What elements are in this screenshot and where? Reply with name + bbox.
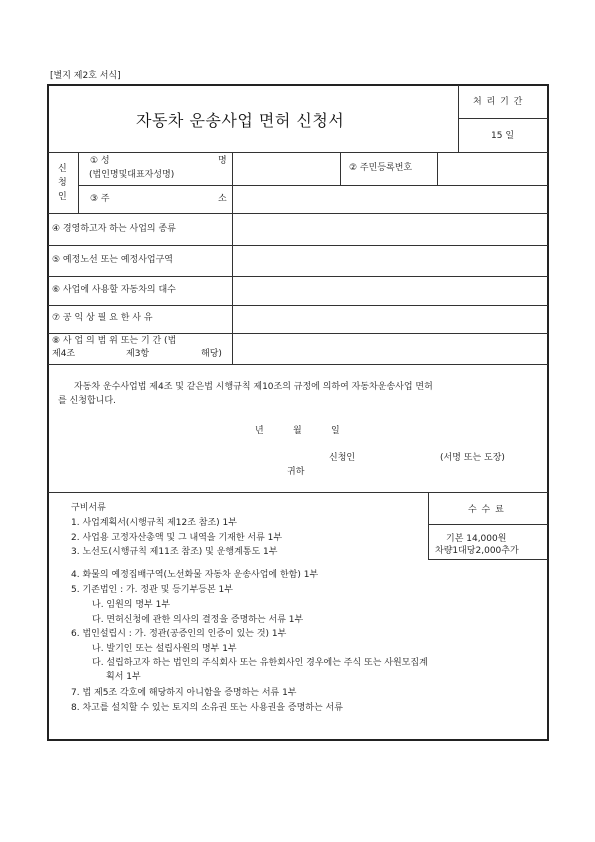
route-area-field[interactable] bbox=[233, 246, 547, 275]
required-doc-item: 8. 차고를 설치할 수 있는 토지의 소유권 또는 사용권을 증명하는 서류 bbox=[71, 703, 343, 713]
public-necessity-label: ⑦ 공 익 상 필 요 한 사 유 bbox=[52, 313, 153, 323]
signature-field[interactable] bbox=[365, 450, 435, 464]
business-type-label: ④ 경영하고자 하는 사업의 종류 bbox=[52, 224, 176, 234]
processing-period-label: 처 리 기 간 bbox=[473, 97, 524, 107]
address-label-suffix: 소 bbox=[218, 194, 227, 204]
divider bbox=[458, 118, 548, 119]
required-doc-item: 3. 노선도(시행규칙 제11조 참조) 및 운행계통도 1부 bbox=[71, 547, 278, 557]
resident-number-label: ② 주민등록번호 bbox=[349, 163, 413, 173]
address-label: ③ 주 bbox=[90, 194, 110, 204]
divider bbox=[428, 492, 429, 559]
date-month-label: 월 bbox=[293, 426, 302, 436]
name-field[interactable] bbox=[233, 153, 339, 184]
processing-period-value: 15 일 bbox=[491, 131, 515, 141]
form-title: 자동차 운송사업 면허 신청서 bbox=[136, 111, 345, 130]
declaration-text: 를 신청합니다. bbox=[58, 396, 116, 406]
business-scope-label: ⑧ 사 업 의 범 위 또는 기 간 (법 bbox=[52, 336, 177, 346]
divider bbox=[48, 492, 548, 493]
applicant-sign-label: 신청인 bbox=[329, 453, 356, 463]
required-docs-header: 구비서류 bbox=[71, 503, 106, 513]
required-doc-item: 6. 법인설립시 : 가. 정관(공증인의 인증이 있는 것) 1부 bbox=[71, 629, 287, 639]
required-doc-item: 4. 화물의 예정집배구역(노선화물 자동차 운송사업에 한함) 1부 bbox=[71, 570, 319, 580]
required-doc-item: 나. 발기인 또는 설립사원의 명부 1부 bbox=[92, 644, 237, 654]
business-scope-label: 제3항 bbox=[126, 349, 150, 359]
date-day-label: 일 bbox=[331, 426, 340, 436]
name-label-suffix: 명 bbox=[218, 156, 227, 166]
business-type-field[interactable] bbox=[233, 214, 547, 244]
applicant-side-label: 신 bbox=[58, 164, 67, 174]
applicant-side-label: 청 bbox=[58, 178, 67, 188]
vehicle-count-field[interactable] bbox=[233, 277, 547, 304]
required-doc-item: 7. 법 제5조 각호에 해당하지 아니함을 증명하는 서류 1부 bbox=[71, 688, 297, 698]
divider bbox=[340, 152, 341, 185]
vehicle-count-label: ⑥ 사업에 사용할 자동차의 대수 bbox=[52, 285, 176, 295]
required-doc-item: 다. 설립하고자 하는 법인의 주식회사 또는 유한회사인 경우에는 주식 또는 사원모집계 bbox=[92, 658, 428, 668]
address-field[interactable] bbox=[233, 186, 547, 212]
required-doc-item: 2. 사업용 고정자산총액 및 그 내역을 기재한 서류 1부 bbox=[71, 533, 283, 543]
required-doc-item: 5. 기존법인 : 가. 정관 및 등기부등본 1부 bbox=[71, 585, 233, 595]
divider bbox=[428, 559, 548, 560]
declaration-text: 자동차 운수사업법 제4조 및 같은법 시행규칙 제10조의 규정에 의하여 자동차운송사업 면허 bbox=[74, 382, 433, 392]
applicant-side-label: 인 bbox=[58, 192, 67, 202]
divider bbox=[428, 524, 548, 525]
fee-header: 수 수 료 bbox=[468, 505, 505, 515]
business-scope-field[interactable] bbox=[233, 334, 547, 363]
public-necessity-field[interactable] bbox=[233, 306, 547, 332]
required-doc-item: 나. 임원의 명부 1부 bbox=[92, 600, 171, 610]
recipient-suffix: 귀하 bbox=[287, 467, 305, 477]
required-doc-item: 1. 사업계획서(시행규칙 제12조 참조) 1부 bbox=[71, 518, 237, 528]
signature-hint: (서명 또는 도장) bbox=[440, 453, 505, 463]
divider bbox=[48, 364, 548, 365]
business-scope-label: 해당) bbox=[201, 349, 222, 359]
business-scope-label: 제4조 bbox=[52, 349, 76, 359]
fee-base: 기본 14,000원 bbox=[446, 534, 507, 544]
resident-number-field[interactable] bbox=[438, 153, 547, 184]
date-year-label: 년 bbox=[255, 426, 264, 436]
fee-per-vehicle: 차량1대당2,000추가 bbox=[435, 546, 519, 556]
name-label: ① 성 bbox=[90, 156, 110, 166]
form-number-label: [별지 제2호 서식] bbox=[50, 71, 121, 81]
divider bbox=[78, 152, 79, 213]
required-doc-item: 다. 면허신청에 관한 의사의 결정을 증명하는 서류 1부 bbox=[92, 615, 304, 625]
required-doc-item: 획서 1부 bbox=[106, 672, 141, 682]
name-sublabel: (법인명및대표자성명) bbox=[89, 170, 175, 180]
route-area-label: ⑤ 예정노선 또는 예정사업구역 bbox=[52, 255, 173, 265]
